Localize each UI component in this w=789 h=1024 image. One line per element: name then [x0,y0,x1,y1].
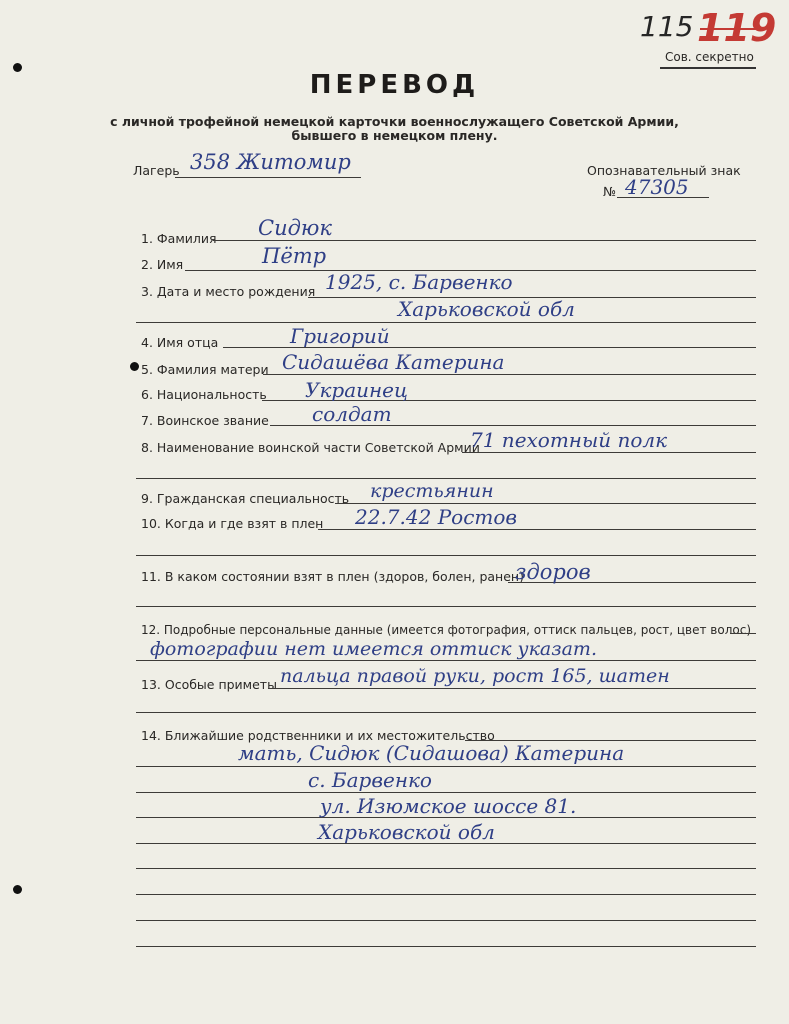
condition-value: здоров [515,560,591,584]
relatives-value-3: ул. Изюмское шоссе 81. [320,794,577,818]
condition-label: 11. В каком состоянии взят в плен (здоров, болен, ранен) [141,569,524,584]
surname-value: Сидюк [258,216,332,240]
surname-label: 1. Фамилия [141,231,217,246]
father-name-label: 4. Имя отца [141,335,219,350]
mother-surname-label: 5. Фамилия матери [141,362,269,377]
camp-value: 358 Житомир [190,150,351,174]
condition-line-2 [136,606,756,607]
relatives-value-1: мать, Сидюк (Сидашова) Катерина [238,741,625,765]
id-tag-label: Опознавательный знак [587,163,741,178]
birth-value: 1925, с. Барвенко [325,270,513,294]
nationality-label: 6. Национальность [141,387,267,402]
special-marks-value: пальца правой руки, рост 165, шатен [280,665,670,687]
birth-label: 3. Дата и место рождения [141,284,316,299]
captured-label: 10. Когда и где взят в плен [141,516,324,531]
unit-value: 71 пехотный полк [470,428,668,452]
captured-line-2 [136,555,756,556]
first-name-value: Пётр [262,244,327,268]
binder-hole-bottom [13,885,22,894]
civil-profession-line [335,503,756,504]
document-subtitle-1: с личной трофейной немецкой карточки военнослужащего Советской Армии, [110,114,679,129]
document-subtitle-2: бывшего в немецком плену. [291,128,498,143]
relatives-line-2 [136,792,756,793]
nationality-value: Украинец [305,378,408,402]
personal-data-line [730,633,756,634]
blank-line-3 [136,920,756,921]
blank-line-4 [136,946,756,947]
civil-profession-label: 9. Гражданская специальность [141,491,350,506]
special-marks-label: 13. Особые приметы [141,677,277,692]
mother-surname-line [263,374,756,375]
unit-label: 8. Наименование воинской части Советской Армии [141,440,480,455]
surname-line [213,240,756,241]
mother-surname-value: Сидашёва Катерина [282,350,505,374]
rank-label: 7. Воинское звание [141,413,269,428]
captured-value: 22.7.42 Ростов [355,505,518,529]
personal-data-line-2 [136,660,756,661]
camp-label: Лагерь [133,163,180,178]
archive-number-old: 115 [640,10,694,43]
relatives-label: 14. Ближайшие родственники и их местожительство [141,728,495,743]
special-marks-line-2 [136,712,756,713]
camp-line [175,177,361,178]
binder-hole-middle [130,362,139,371]
father-name-value: Григорий [290,324,390,348]
document-title: ПЕРЕВОД [309,70,480,100]
birth-value-2: Харьковской обл [398,297,575,321]
first-name-label: 2. Имя [141,257,184,272]
personal-data-label: 12. Подробные персональные данные (имеется фотография, оттиск пальцев, рост, цвет волос) [141,623,752,637]
id-tag-prefix: № [603,184,617,199]
rank-value: солдат [312,402,392,426]
archive-number-strike [700,28,758,30]
archive-number-new: 119 [697,6,777,50]
special-marks-line [268,688,756,689]
secrecy-underline [660,67,756,69]
blank-line-1 [136,868,756,869]
relatives-line-1 [136,766,756,767]
birth-line-2 [136,322,756,323]
relatives-value-4: Харьковской обл [318,820,495,844]
captured-line [318,529,756,530]
blank-line-2 [136,894,756,895]
relatives-value-2: с. Барвенко [308,768,432,792]
civil-profession-value: крестьянин [370,480,494,502]
personal-data-value: фотографии нет имеется оттиск указат. [150,638,597,660]
unit-line [462,452,756,453]
id-tag-value: 47305 [625,175,689,199]
unit-line-2 [136,478,756,479]
secrecy-stamp: Сов. секретно [665,50,754,64]
